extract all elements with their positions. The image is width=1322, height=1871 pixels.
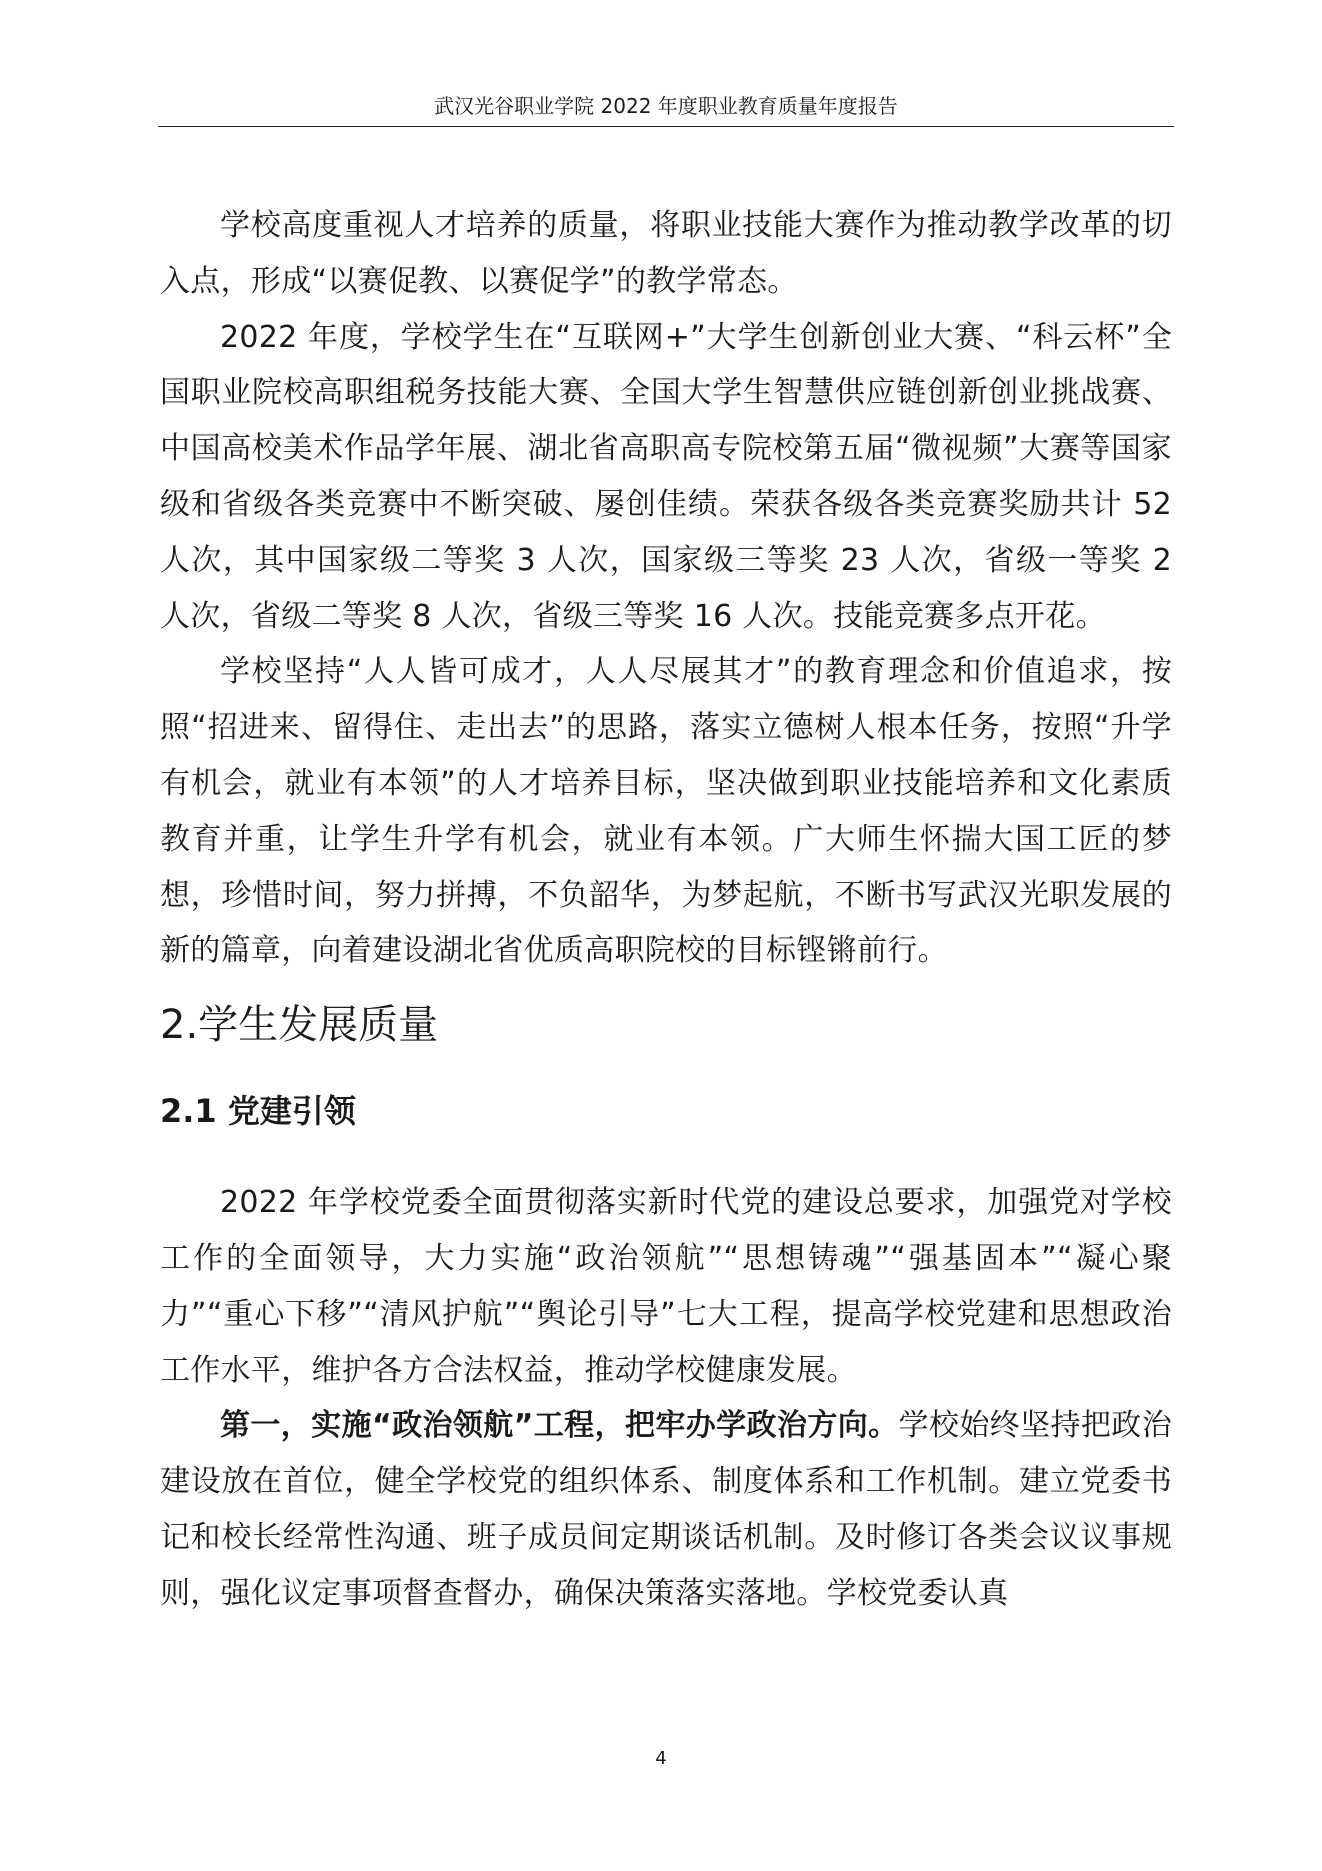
paragraph-body-text: 学校始终坚持把政治建设放在首位，健全学校党的组织体系、制度体系和工作机制。建立党委书记和校长经常性沟通、班子成员间定期谈话机制。及时修订各类会议议事规则，强化议定事项督查督办，确保决策落实落地。学校党委认真: [160, 1408, 1172, 1611]
page-header: [158, 92, 1174, 127]
paragraph-education-philosophy: 学校坚持“人人皆可成才，人人尽展其才”的教育理念和价值追求，按照“招进来、留得住、走出去”的思路，落实立德树人根本任务，按照“升学有机会，就业有本领”的人才培养目标，坚决做到职业技能培养和文化素质教育并重，让学生升学有机会，就业有本领。广大师生怀揣大国工匠的梦想，珍惜时间，努力拼搏，不负韶华，为梦起航，不断书写武汉光职发展的新的篇章，向着建设湖北省优质高职院校的目标铿锵前行。: [160, 654, 1172, 969]
paragraph-bold-lead: 第一，实施“政治领航”工程，把牢办学政治方向。: [220, 1408, 899, 1444]
paragraph-political-leadership: [160, 1398, 1172, 1621]
paragraph-competition-awards: 2022 年度，学校学生在“互联网+”大学生创新创业大赛、“科云杯”全国职业院校高职组税务技能大赛、全国大学生智慧供应链创新创业挑战赛、中国高校美术作品学年展、湖北省高职高专院校第五届“微视频”大赛等国家级和省级各类竞赛中不断突破、屡创佳绩。荣获各级各类竞赛奖励共计 52 人次，其中国家级二等奖 3 人次，国家级三等奖 23 人次，省级一等奖 2 人次，省级二等奖 8 人次，省级三等奖 16 人次。技能竞赛多点开花。: [160, 319, 1172, 634]
report-title: 武汉光谷职业学院 2022 年度职业教育质量年度报告: [434, 94, 898, 118]
paragraph-competition-intro: 学校高度重视人才培养的质量，将职业技能大赛作为推动教学改革的切入点，形成“以赛促教、以赛促学”的教学常态。: [160, 208, 1172, 299]
section-heading: 2.学生发展质量: [160, 1002, 439, 1049]
page-number: 4: [655, 1748, 667, 1769]
page-body: [160, 198, 1172, 1622]
paragraph-party-building: 2022 年学校党委全面贯彻落实新时代党的建设总要求，加强党对学校工作的全面领导，大力实施“政治领航”“思想铸魂”“强基固本”“凝心聚力”“重心下移”“清风护航”“舆论引导”七大工程，提高学校党建和思想政治工作水平，维护各方合法权益，推动学校健康发展。: [160, 1185, 1172, 1388]
subsection-heading: 2.1 党建引领: [160, 1092, 356, 1131]
